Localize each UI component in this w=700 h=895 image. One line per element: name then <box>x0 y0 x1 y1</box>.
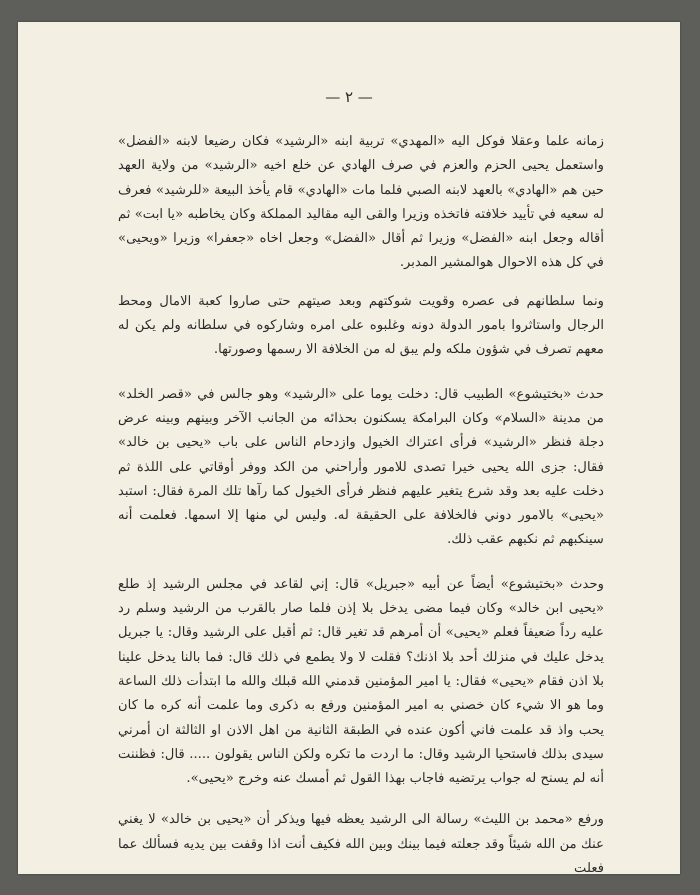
document-body <box>118 130 604 895</box>
paragraph-2: ونما سلطانهم فى عصره وقويت شوكتهم وبعد صيتهم حتى صاروا كعبة الامال ومحط الرجال واستاثروا بامور الدولة دونه وغلبوه على امره وشاركوه في سلطانه ولم يكن له معهم تصرف في شؤون ملكه ولم يبق له من الخلافة الا رسمها وصورتها. <box>118 293 604 358</box>
document-page <box>18 22 680 877</box>
page-number: — ٢ — <box>325 88 373 106</box>
paragraph-1: زمانه علما وعقلا فوكل اليه «المهدي» تربية ابنه «الرشيد» فكان رضيعا لابنه «الفضل» واستعمل يحيى الحزم والعزم في صرف الهادي عن خلع اخيه «الرشيد» من ولاية العهد حين هم «الهادي» بالعهد لابنه الصبي فلما مات «الهادي» قام يأخذ البيعة «للرشيد» فعرف له سعيه في تأييد خلافته فاتخذه وزيرا والقى اليه مقاليد المملكة وكان يخاطبه «يا ابت» ثم أقاله وجعل ابنه «الفضل» وزيرا ثم أقال «الفضل» وجعل اخاه «جعفرا» وزيرا «ويحيى» في كل هذه الاحوال هوالمشير المدبر. <box>118 134 604 271</box>
paragraph-3: حدث «بختيشوع» الطبيب قال: دخلت يوما على «الرشيد» وهو جالس في «قصر الخلد» من مدينة «السلام» وكان البرامكة يسكنون بحذائه من الجانب الآخر وبينهم وبينه عرض دجلة فنظر «الرشيد» فرأى اعتراك الخيول وازدحام الناس على باب «يحيى بن خالد» فقال: جزى الله يحيى خيرا تصدى للامور وأراحني من الكد ووفر أوقاتي على اللذة ثم دخلت عليه بعد وقد شرع يتغير عليهم فنظر فرأى الخيول كما رآها تلك المرة فقال: استبد «يحيى» بالامور دوني فالخلافة على الحقيقة له. وليس لي منها إلا اسمها. فعلمت أنه سينكبهم ثم نكبهم عقب ذلك. <box>118 386 604 548</box>
paragraph-4: وحدث «بختيشوع» أيضاً عن أبيه «جبريل» قال: إني لقاعد في مجلس الرشيد إذ طلع «يحيى ابن خالد» وكان فيما مضى يدخل بلا إذن فلما صار بالقرب من الرشيد وسلم رد عليه رداً ضعيفاً فعلم «يحيى» أن أمرهم قد تغير قال: ثم أقبل على الرشيد وقال: يا جبريل يدخل عليك في منزلك أحد بلا اذنك؟ فقلت لا ولا يطمع في ذلك قال: فما بالنا يدخل علينا بلا اذن فقام «يحيى» فقال: يا امير المؤمنين قدمني الله قبلك والله ما ابتدأت ذلك الساعة وما هو الا شيء كان خصني به امير المؤمنين ورفع به ذكرى وما علمت أنه كره ما كان يحب واذ قد علمت فاني أكون عنده في الطبقة الثانية من اهل الاذن او الثالثة ان أمرني سيدى بذلك فاستحيا الرشيد وقال: ما اردت ما تكره ولكن الناس يقولون ..... قال: فظننت أنه لم يسنح له جواب يرتضيه فاجاب بهذا القول ثم أمسك عنه وخرج «يحيى». <box>118 576 604 787</box>
paragraph-5: ورفع «محمد بن الليث» رسالة الى الرشيد يعظه فيها ويذكر أن «يحيى بن خالد» لا يغني عنك من الله شيئاً وقد جعلته فيما بينك وبين الله فكيف أنت اذا وقفت بين يديه فسألك عما فعلت <box>118 812 604 877</box>
